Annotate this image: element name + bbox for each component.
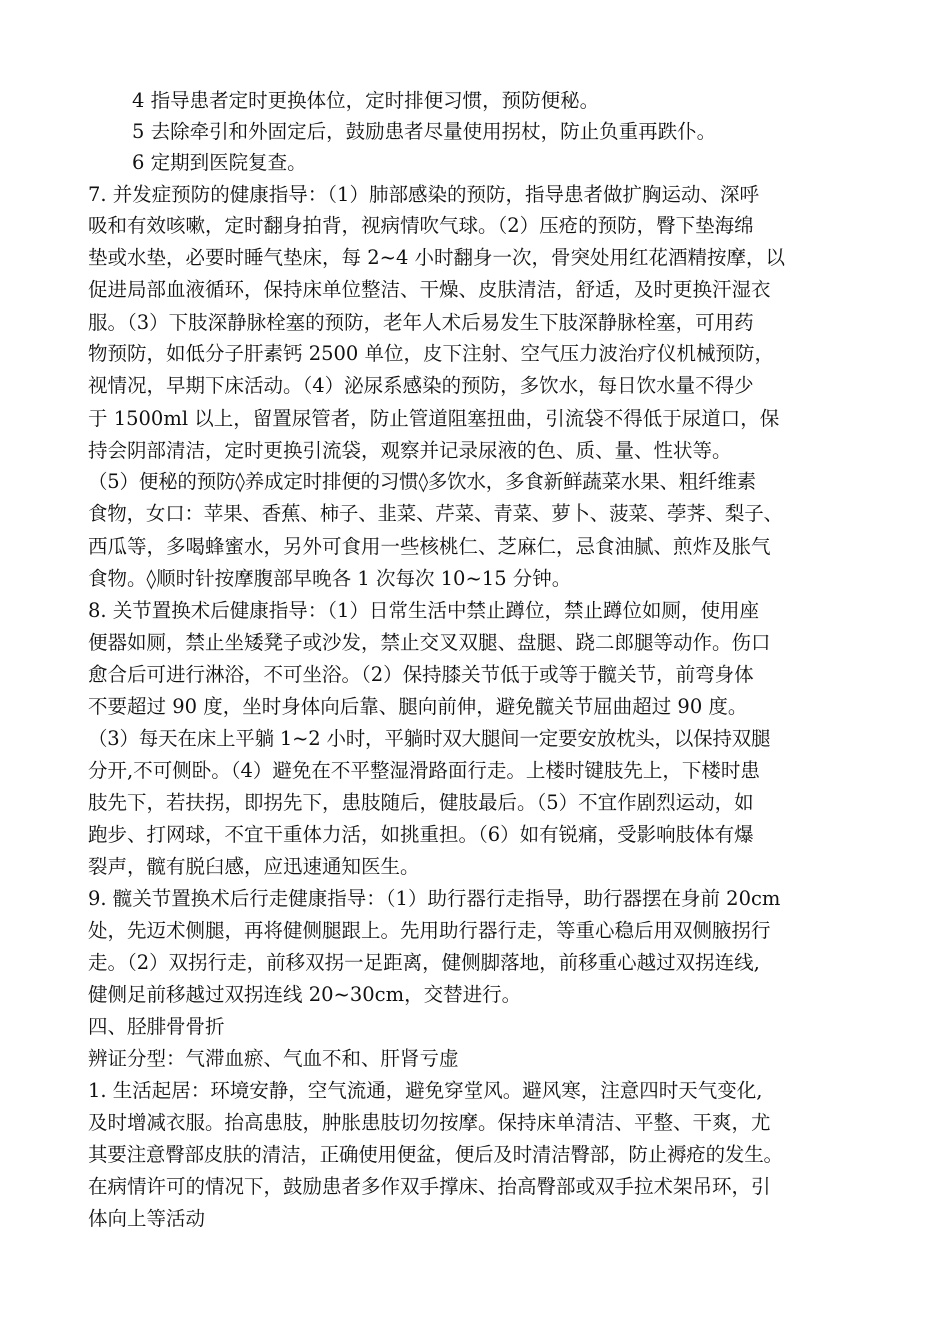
text-line: （3）每天在床上平躺 1~2 小时，平躺时双大腿间一定要安放枕头，以保持双腿 xyxy=(88,727,771,750)
text-line: 食物，女口：苹果、香蕉、柿子、韭菜、芹菜、青菜、萝卜、菠菜、荸荠、梨子、 xyxy=(88,502,783,525)
text-line: 于 1500ml 以上，留置尿管者，防止管道阻塞扭曲，引流袋不得低于尿道口，保 xyxy=(88,407,780,430)
text-line: 1. 生活起居：环境安静，空气流通，避免穿堂风。避风寒，注意四时天气变化, xyxy=(88,1079,763,1102)
text-line: 健侧足前移越过双拐连线 20~30cm，交替进行。 xyxy=(88,983,522,1006)
text-line: 服。（3）下肢深静脉栓塞的预防，老年人术后易发生下肢深静脉栓塞，可用药 xyxy=(88,311,754,334)
text-line: 处，先迈术侧腿，再将健侧腿跟上。先用助行器行走，等重心稳后用双侧腋拐行 xyxy=(88,919,771,942)
text-line: 6 定期到医院复查。 xyxy=(132,151,307,174)
section-heading-8: 8. 关节置换术后健康指导：（1）日常生活中禁止蹲位，禁止蹲位如厕，使用座 xyxy=(88,599,759,622)
text-line: （5）便秘的预防◊养成定时排便的习惯◊多饮水，多食新鲜蔬菜水果、粗纤维素 xyxy=(88,470,756,493)
section-title: 四、胫腓骨骨折 xyxy=(88,1015,225,1038)
text-line: 食物。◊顺时针按摩腹部早晚各 1 次每次 10~15 分钟。 xyxy=(88,567,572,590)
text-line: 愈合后可进行淋浴，不可坐浴。（2）保持膝关节低于或等于髋关节，前弯身体 xyxy=(88,663,754,686)
text-line: 跑步、打网球，不宜干重体力活，如挑重担。（6）如有锐痛，受影响肢体有爆 xyxy=(88,823,754,846)
text-line: 及时增减衣服。抬高患肢，肿胀患肢切勿按摩。保持床单清洁、平整、干爽，尤 xyxy=(88,1111,771,1134)
text-line: 肢先下，若扶拐，即拐先下，患肢随后，健肢最后。（5）不宜作剧烈运动，如 xyxy=(88,791,754,814)
text-line: 其要注意臀部皮肤的清洁，正确使用便盆，便后及时清洁臀部，防止褥疮的发生。 xyxy=(88,1143,783,1166)
text-line: 便器如厕，禁止坐矮凳子或沙发，禁止交叉双腿、盘腿、跷二郎腿等动作。伤口 xyxy=(88,631,771,654)
syndrome-classification: 辨证分型：气滞血瘀、气血不和、肝肾亏虚 xyxy=(88,1047,459,1070)
section-heading-9: 9. 髋关节置换术后行走健康指导：（1）助行器行走指导，助行器摆在身前 20cm xyxy=(88,887,781,910)
text-line: 物预防，如低分子肝素钙 2500 单位，皮下注射、空气压力波治疗仪机械预防， xyxy=(88,342,775,365)
text-line: 不要超过 90 度，坐时身体向后靠、腿向前伸，避免髋关节屈曲超过 90 度。 xyxy=(88,695,748,718)
text-line: 走。（2）双拐行走，前移双拐一足距离，健侧脚落地，前移重心越过双拐连线, xyxy=(88,951,760,974)
text-line: 分开,不可侧卧。（4）避免在不平整湿滑路面行走。上楼时键肢先上，下楼时患 xyxy=(88,759,760,782)
text-line: 视情况，早期下床活动。（4）泌尿系感染的预防，多饮水，每日饮水量不得少 xyxy=(88,374,754,397)
text-line: 5 去除牵引和外固定后，鼓励患者尽量使用拐杖，防止负重再跌仆。 xyxy=(132,120,717,143)
text-line: 4 指导患者定时更换体位，定时排便习惯，预防便秘。 xyxy=(132,89,600,112)
text-line: 体向上等活动 xyxy=(88,1207,206,1230)
section-heading-7: 7. 并发症预防的健康指导：（1）肺部感染的预防，指导患者做扩胸运动、深呼 xyxy=(88,183,759,206)
text-line: 裂声，髋有脱臼感，应迅速通知医生。 xyxy=(88,855,420,878)
text-line: 持会阴部清洁，定时更换引流袋，观察并记录尿液的色、质、量、性状等。 xyxy=(88,439,732,462)
text-line: 在病情许可的情况下，鼓励患者多作双手撑床、抬高臀部或双手拉术架吊环，引 xyxy=(88,1175,771,1198)
text-line: 西瓜等，多喝蜂蜜水，另外可食用一些核桃仁、芝麻仁，忌食油腻、煎炸及胀气 xyxy=(88,535,771,558)
text-line: 吸和有效咳嗽，定时翻身拍背，视病情吹气球。（2）压疮的预防，臀下垫海绵 xyxy=(88,214,754,237)
text-line: 促进局部血液循环，保持床单位整洁、干燥、皮肤清洁，舒适，及时更换汗湿衣 xyxy=(88,278,771,301)
text-line: 垫或水垫，必要时睡气垫床，每 2~4 小时翻身一次，骨突处用红花酒精按摩，以 xyxy=(88,246,786,269)
